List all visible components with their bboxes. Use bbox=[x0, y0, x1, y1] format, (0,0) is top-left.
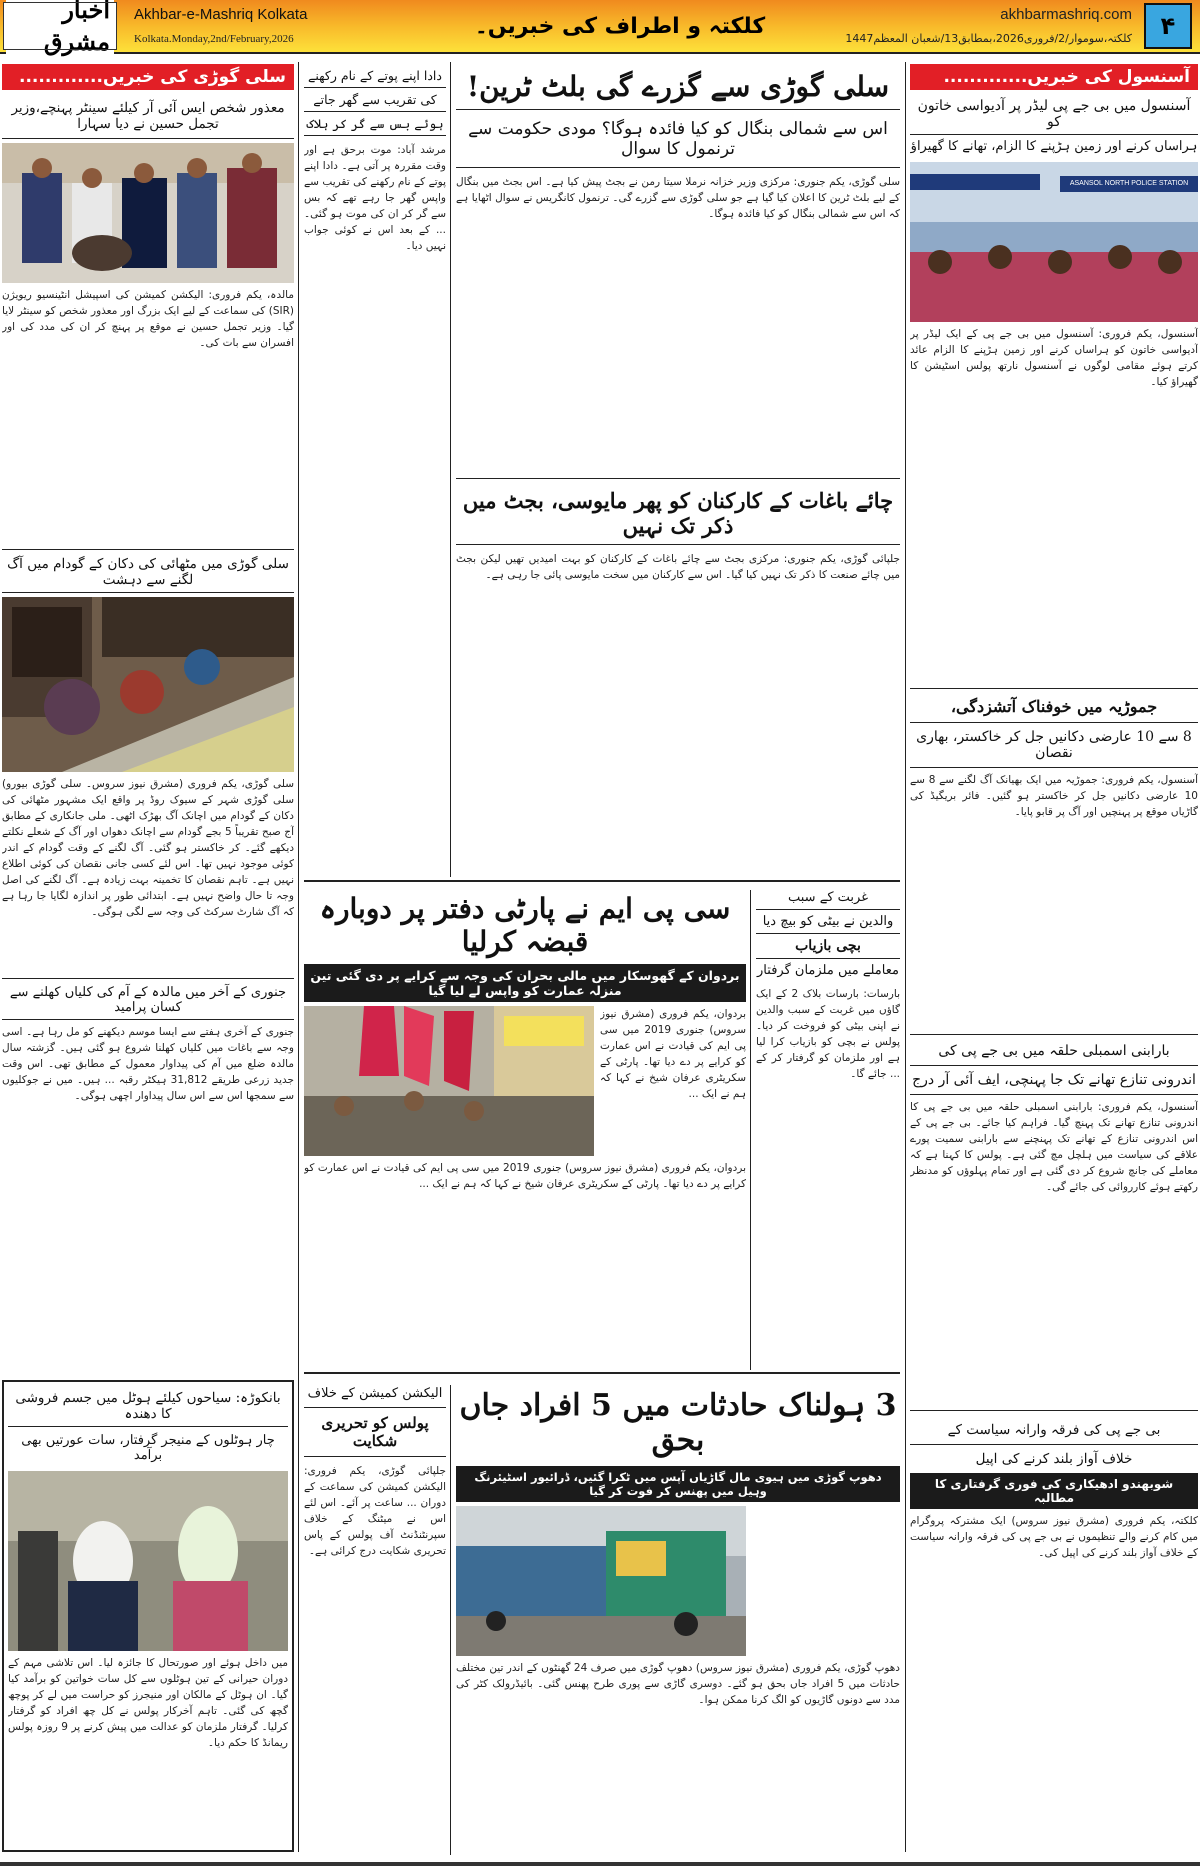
headline-line: والدین نے بیٹی کو بیچ دیا bbox=[756, 910, 900, 934]
divider bbox=[910, 1034, 1198, 1035]
headline-line: آسنسول میں بی جے پی لیڈر پر آدیواسی خاتون کو bbox=[910, 94, 1198, 135]
headline-line: ہراساں کرنے اور زمین ہڑپنے کا الزام، تھانے کا گھیراؤ bbox=[910, 139, 1198, 154]
column-divider bbox=[450, 62, 451, 877]
story-body: مالدہ، یکم فروری: الیکشن کمیشن کی اسپیشل انٹینسیو ریویژن (SIR) کی سماعت کے لیے ایک بزرگ اور معذور شخص کو سینٹر لایا گیا۔ وزیر تجمل حسین نے موقع پر پہنچ کر ان کی مدد کی اور افسران سے بات کی۔ bbox=[2, 289, 294, 349]
headline-line: بی جے پی کی فرقہ وارانہ سیاست کے bbox=[910, 1416, 1198, 1445]
brand-name: Akhbar-e-Mashriq Kolkata bbox=[134, 6, 308, 23]
story-body: بارسات: بارسات بلاک 2 کے ایک گاؤں میں غربت کے سبب والدین نے اپنی بیٹی کو فروخت کر دیا۔ پولس نے بچی کو بازیاب کرا لیا ہے اور ملزمان کو گرفتار کر کے ... جائے گا۔ bbox=[756, 988, 900, 1080]
story-body: آسنسول، یکم فروری: آسنسول میں بی جے پی کے ایک لیڈر پر آدیواسی خاتون کو ہراساں کرنے اور زمین ہڑپنے کا الزام عائد کرتے ہوئے مقامی لوگوں نے آسنسول نارتھ پولس اسٹیشن کا گھیراؤ کیا۔ bbox=[910, 328, 1198, 388]
story-body: جنوری کے آخری ہفتے سے ایسا موسم دیکھنے کو مل رہا ہے۔ اسی وجہ سے باغات میں کلیاں کھلنا شروع ہو گئی ہیں۔ گزشتہ سال مالدہ ضلع میں آم کی پیداوار معمول کے مطابق تھی۔ اس وقت جدید زرعی طریقے 31,812 ہیکٹر رقبہ ... ہیں۔ میں نے جوکلیوں سے سمجھا اس سے اس سال پیداوار اچھی ہوگی۔ bbox=[2, 1026, 294, 1102]
lead-subhead: اس سے شمالی بنگال کو کیا فائدہ ہوگا؟ مودی حکومت سے ترنمول کا سوال bbox=[456, 110, 900, 168]
masthead bbox=[0, 0, 1200, 54]
story-subhead: دھوپ گوڑی میں ہیوی مال گاڑیاں آپس میں ٹکرا گئیں، ڈرائیور اسٹیئرنگ وہیل میں پھنس کر فوت کر گیا bbox=[456, 1466, 900, 1502]
headline-line: ہوئے بس سے گر کر ہلاک bbox=[304, 112, 446, 136]
story-subhead: بردوان کے گھوسکار میں مالی بحران کی وجہ سے کرایے پر دی گئی تین منزلہ عمارت کو واپس لے لیا گیا bbox=[304, 964, 746, 1002]
story-body: مرشد آباد: موت برحق ہے اور وقت مقررہ پر آتی ہے۔ دادا اپنے پوتے کے نام رکھنے کی تقریب سے واپس گھر جا رہے تھے کہ بس سے گر کر ان کی موت ہو گئی۔ ... کے بعد اس نے کوئی جواب نہیں دیا۔ bbox=[304, 144, 446, 252]
headline-line: بارابنی اسمبلی حلقہ میں بی جے پی کی bbox=[910, 1037, 1198, 1066]
divider bbox=[304, 1372, 900, 1374]
story-headline[interactable]: معذور شخص ایس آئی آر کیلئے سینٹر پہنچے،وزیر تجمل حسین نے دیا سہارا bbox=[2, 94, 294, 139]
story-body: جلپائی گوڑی، یکم فروری: الیکشن کمیشن کی سماعت کے دوران ... ساعت پر آئے۔ اس لئے اس نے میٹنگ کے خلاف سپرنٹنڈنٹ آف پولس کے پاس تحریری شکایت درج کرائی ہے۔ bbox=[304, 1465, 446, 1557]
column-divider bbox=[298, 62, 299, 1852]
right-bottom-story bbox=[910, 1416, 1198, 1852]
headline-line: بچی بازیاب bbox=[756, 934, 900, 959]
story-body: سلی گوڑی، یکم فروری (مشرق نیوز سروس۔ سلی گوڑی بیورو) سلی گوڑی شہر کے سیوک روڈ پر واقع ایک مشہور مٹھائی کی دکان کے گودام میں اچانک آگ بھڑک اٹھی۔ ملی جانکاری کے مطابق آج صبح تقریباً 5 بجے گودام سے اچانک دھواں اور آگ کے شعلے نکلتے دیکھے گئے۔ کر خاکستر ہو گئی۔ آگ لگنے کے وقت گودام کے اندر کوئی موجود نہیں تھا۔ اس لئے کسی جانی نقصان کی کوئی اطلاع نہیں ہے۔ تاہم نقصان کا تخمینہ بہت زیادہ ہے۔ آگ لگنے کی اصل وجہ تا حال واضح نہیں ہے۔ ابتدائی طور پر اندازہ لگایا جا رہا ہے کہ آگ شارٹ سرکٹ کی وجہ سے لگی ہوگی۔ bbox=[2, 778, 294, 918]
section-banner-asansol: آسنسول کی خبریں............. bbox=[910, 64, 1198, 90]
story-body: دھوپ گوڑی، یکم فروری (مشرق نیوز سروس) دھوپ گوڑی میں صرف 24 گھنٹوں کے اندر تین مختلف حادثات میں 5 افراد جاں بحق ہو گئے۔ دوسری گاڑی سے پوری طرح پھنس گئی۔ بائیڈرولک کٹر کی مدد سے دونوں گاڑیوں کو الگ کرنا ممکن ہوا۔ bbox=[456, 1662, 900, 1706]
story-subhead: شوبھندو ادھیکاری کی فوری گرفتاری کا مطالبہ bbox=[910, 1473, 1198, 1509]
right-column bbox=[910, 64, 1198, 1374]
story-headline[interactable]: جموڑیہ میں خوفناک آتشزدگی، bbox=[910, 691, 1198, 723]
boxed-story-bankura bbox=[2, 1380, 294, 1852]
accident-story bbox=[456, 1380, 900, 1850]
story-headline-group[interactable] bbox=[910, 1037, 1198, 1095]
date-urdu: کلکتہ،سوموار/2/فروری2026،بمطابق13/شعبان المعظم1447 bbox=[845, 32, 1132, 45]
story-body: کلکتہ، یکم فروری (مشرق نیوز سروس) ایک مشترکہ پروگرام میں کام کرنے والے تنظیموں نے بی جے پی کی فرقہ وارانہ سیاست کے خلاف آواز بلند کرنے کی اپیل کی۔ bbox=[910, 1515, 1198, 1559]
headline-line: دادا اپنے پوتے کے نام رکھنے bbox=[304, 64, 446, 88]
column-divider bbox=[750, 890, 751, 1370]
story-headline-group[interactable] bbox=[910, 1416, 1198, 1473]
newspaper-logo[interactable] bbox=[4, 0, 116, 56]
story-headline[interactable]: 3 ہولناک حادثات میں 5 افراد جاں بحق bbox=[459, 1388, 897, 1458]
story-body: بردوان، یکم فروری (مشرق نیوز سروس) جنوری 2019 میں سی پی ایم کی قیادت نے اس عمارت کو کرایے پر دے دیا تھا۔ پارٹی کے سکریٹری عرفان شیخ نے کہا کہ ہم نے ایک ... bbox=[600, 1008, 746, 1100]
date-english: Kolkata.Monday,2nd/February,2026 bbox=[134, 33, 294, 45]
website-link[interactable]: akhbarmashriq.com bbox=[1000, 6, 1132, 23]
fire-photo bbox=[2, 597, 294, 772]
logo-text: اخبار مشرق bbox=[6, 0, 114, 58]
story-headline-group[interactable] bbox=[910, 94, 1198, 158]
page-title: کلکتہ و اطراف کی خبریں۔ bbox=[474, 14, 766, 39]
story-body-continued: بردوان، یکم فروری (مشرق نیوز سروس) جنوری 2019 میں سی پی ایم کی قیادت نے اس عمارت کو کرایے پر دے دیا تھا۔ پارٹی کے سکریٹری عرفان شیخ نے کہا کہ ہم نے ایک ... bbox=[304, 1162, 746, 1190]
headline-line: غربت کے سبب bbox=[756, 886, 900, 910]
story-body: میں داخل ہوئے اور صورتحال کا جائزہ لیا۔ اس تلاشی مہم کے دوران حیرانی کے تین ہوٹلوں سے کل سات خواتین کو برآمد کیا گیا۔ ان ہوٹل کے مالکان اور منیجرز کو حراست میں لے کر پوچھ گچھ کی گئی۔ تاہم آخرکار پولس نے کل چھ افراد کو گرفتار کرلیا۔ گرفتار ملزمان کو عدالت میں پیش کرنے پر 9 روزہ پولس ریمانڈ کا حکم دیا۔ bbox=[8, 1657, 288, 1749]
police-station-photo bbox=[910, 162, 1198, 322]
section-banner-siliguri: سلی گوڑی کی خبریں............. bbox=[2, 64, 294, 90]
story-headline-group[interactable] bbox=[304, 64, 446, 136]
story-subhead: معاملے میں ملزمان گرفتار bbox=[757, 963, 899, 978]
column-divider bbox=[905, 62, 906, 1852]
second-column bbox=[304, 64, 446, 874]
lead-story bbox=[456, 64, 900, 474]
story-body: آسنسول، یکم فروری: جموڑیہ میں ایک بھیانک آگ لگنے سے 8 سے 10 عارضی دکانیں جل کر خاکستر ہو گئیں۔ فائر بریگیڈ کی گاڑیاں موقع پر پہنچیں اور آگ پر قابو پایا۔ bbox=[910, 774, 1198, 818]
story-body: سلی گوڑی، یکم جنوری: مرکزی وزیر خزانہ نرملا سیتا رمن نے بجٹ پیش کیا ہے۔ اس بجٹ میں بنگال کے لیے بلٹ ٹرین کا اعلان کیا گیا ہے جو سلی گوڑی سے گزرے گی۔ ترنمول کانگریس نے سوال اٹھایا ہے کہ اس سے شمالی بنگال کو کیا فائدہ ہوگا۔ bbox=[456, 176, 900, 220]
story-subhead: چار ہوٹلوں کے منیجر گرفتار، سات عورتیں بھی برآمد bbox=[21, 1433, 275, 1463]
accident-photo bbox=[456, 1506, 746, 1656]
divider bbox=[456, 478, 900, 479]
divider bbox=[2, 978, 294, 979]
headline-line: پولس کو تحریری شکایت bbox=[304, 1408, 446, 1457]
divider bbox=[910, 688, 1198, 689]
poverty-story bbox=[756, 886, 900, 1366]
story-subhead: 8 سے 10 عارضی دکانیں جل کر خاکستر، بھاری نقصان bbox=[910, 723, 1198, 768]
election-story bbox=[304, 1380, 446, 1850]
tea-story bbox=[456, 482, 900, 874]
story-photo bbox=[8, 1471, 288, 1651]
cpim-photo bbox=[304, 1006, 594, 1156]
story-headline[interactable]: سی پی ایم نے پارٹی دفتر پر دوبارہ قبضہ کرلیا bbox=[319, 892, 731, 958]
page-bottom-rule bbox=[0, 1862, 1200, 1866]
divider bbox=[2, 549, 294, 550]
story-headline[interactable]: چائے باغات کے کارکنان کو پھر مایوسی، بجٹ میں ذکر تک نہیں bbox=[456, 482, 900, 545]
headline-line: اندرونی تنازع تھانے تک جا پہنچی، ایف آئی آر درج bbox=[910, 1066, 1198, 1095]
story-headline[interactable]: بانکوڑہ: سیاحوں کیلئے ہوٹل میں جسم فروشی کا دھندہ bbox=[8, 1386, 288, 1427]
left-column bbox=[2, 64, 294, 1364]
story-headline-group[interactable] bbox=[756, 886, 900, 959]
story-photo bbox=[2, 143, 294, 283]
headline-line: الیکشن کمیشن کے خلاف bbox=[304, 1380, 446, 1408]
divider bbox=[304, 880, 900, 882]
cpim-story bbox=[304, 886, 746, 1366]
police-station-sign: ASANSOL NORTH POLICE STATION bbox=[1069, 180, 1189, 187]
page-number: ۴ bbox=[1144, 3, 1192, 49]
story-headline[interactable]: سلی گوڑی میں مٹھائی کی دکان کے گودام میں آگ لگنے سے دہشت bbox=[2, 552, 294, 593]
lead-headline[interactable]: سلی گوڑی سے گزرے گی بلٹ ٹرین! bbox=[456, 64, 900, 110]
story-headline[interactable]: جنوری کے آخر میں مالدہ کے آم کی کلیاں کھلنے سے کسان پرامید bbox=[2, 981, 294, 1020]
person-figure bbox=[22, 173, 62, 263]
story-headline-group[interactable] bbox=[304, 1380, 446, 1457]
headline-line: کی تقریب سے گھر جاتے bbox=[304, 88, 446, 112]
column-divider bbox=[450, 1385, 451, 1855]
story-body: آسنسول، یکم فروری: بارابنی اسمبلی حلقہ میں بی جے پی کا اندرونی تنازع تھانے تک پہنچ گیا۔ فراہم کیا جائے۔ بی جے پی کے اس اندرونی تنازع کے تھانے تک پہنچنے سے بارابنی سمیت پورے علاقے کی سیاست میں ہلچل مچ گئی ہے۔ پولس کا کہنا ہے کہ معاملے کی جانچ شروع کر دی گئی ہے اور تمام پہلوؤں کو مدنظر رکھتے ہوئے کارروائی کی جائے گی۔ bbox=[910, 1101, 1198, 1193]
divider bbox=[910, 1410, 1198, 1411]
story-body: جلپائی گوڑی، یکم جنوری: مرکزی بجٹ سے چائے باغات کے کارکنان کو بہت امیدیں تھیں لیکن بجٹ میں چائے صنعت کا ذکر تک نہیں کیا گیا۔ اس سے کارکنان میں سخت مایوسی پائی جا رہی ہے۔ bbox=[456, 553, 900, 581]
headline-line: خلاف آواز بلند کرنے کی اپیل bbox=[975, 1451, 1133, 1467]
